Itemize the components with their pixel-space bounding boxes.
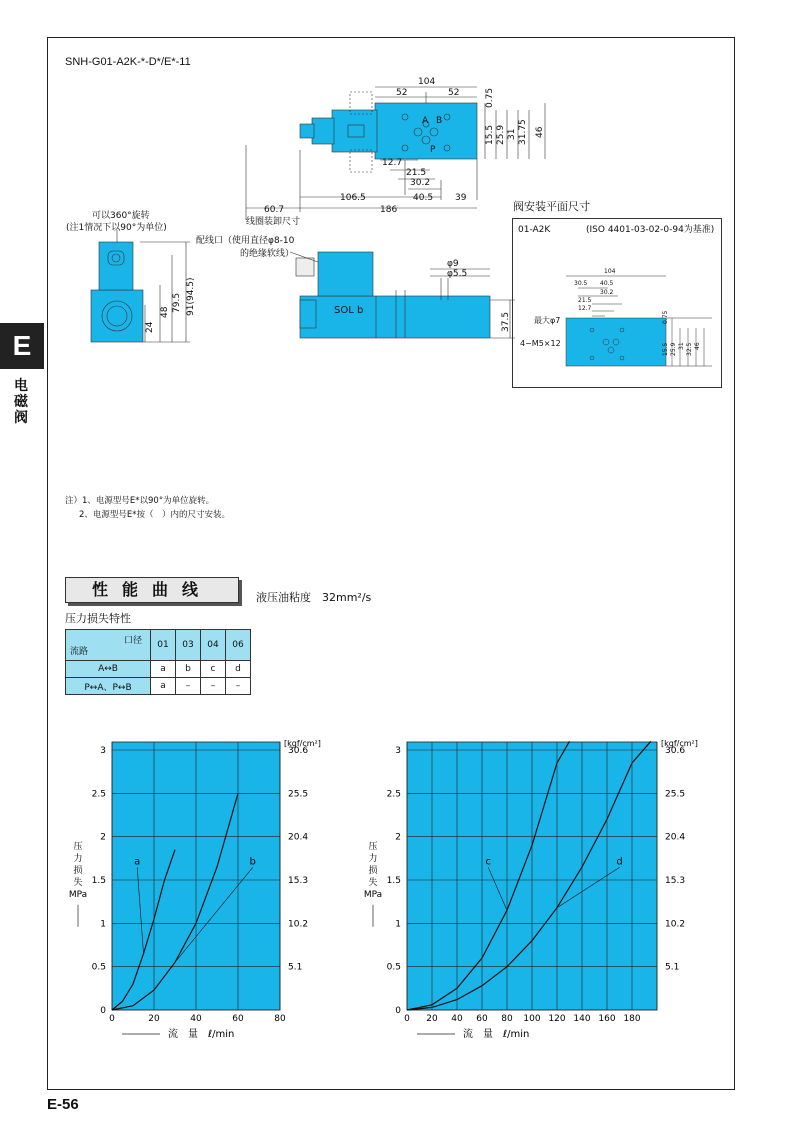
y2-tick-label: 5.1 bbox=[665, 962, 680, 973]
x-tick-label: 120 bbox=[548, 1014, 566, 1024]
table-row bbox=[66, 678, 251, 695]
table-corner-bottom: 流路 bbox=[70, 647, 89, 657]
dim-186: 186 bbox=[380, 205, 398, 215]
dim-31-75: 31.75 bbox=[518, 119, 528, 145]
y-tick-label: 2.5 bbox=[91, 789, 106, 800]
dim-79-5: 79.5 bbox=[172, 292, 182, 313]
x-tick-label: 180 bbox=[623, 1014, 641, 1024]
dim-91: 91(94.5) bbox=[186, 277, 196, 316]
y-axis-unit: MPa bbox=[363, 889, 383, 900]
x-tick-label: 80 bbox=[501, 1014, 513, 1024]
dim-25-9: 25.9 bbox=[496, 124, 506, 145]
mount-dim-15-5: 15.5 bbox=[662, 342, 669, 356]
mount-dim-104: 104 bbox=[604, 268, 616, 275]
x-tick-label: 40 bbox=[190, 1014, 202, 1024]
pressure-loss-subtitle: 压力损失特性 bbox=[65, 612, 131, 625]
y2-tick-label: 15.3 bbox=[665, 876, 686, 886]
rotate-note-1: 可以360°旋转 bbox=[92, 211, 150, 221]
series-label-a: a bbox=[134, 856, 141, 868]
col-01: 01 bbox=[151, 630, 176, 661]
page-number: E-56 bbox=[47, 1096, 79, 1113]
mount-dim-21-5: 21.5 bbox=[578, 297, 592, 304]
mount-dim-30-2: 30.2 bbox=[600, 289, 614, 296]
y-tick-label: 0 bbox=[395, 1006, 401, 1016]
x-tick-label: 160 bbox=[598, 1014, 616, 1024]
mount-code: 01-A2K bbox=[518, 225, 551, 235]
y2-tick-label: 20.4 bbox=[665, 832, 686, 843]
y-tick-label: 1 bbox=[395, 919, 401, 930]
dim-24: 24 bbox=[145, 321, 155, 333]
x-tick-label: 0 bbox=[404, 1014, 410, 1024]
y2-tick-label: 10.2 bbox=[665, 919, 686, 930]
x-tick-label: 0 bbox=[109, 1014, 115, 1024]
table-corner-top: 口径 bbox=[123, 636, 142, 646]
viscosity-note: 液压油粘度 32mm²/s bbox=[256, 591, 372, 604]
dim-31: 31 bbox=[507, 128, 517, 140]
dim-37-5: 37.5 bbox=[501, 311, 511, 332]
y-axis-label-char: 力 bbox=[368, 853, 378, 864]
dim-52a: 52 bbox=[396, 88, 408, 98]
table-corner bbox=[66, 630, 151, 661]
col-06: 06 bbox=[226, 630, 251, 661]
dim-52b: 52 bbox=[448, 88, 460, 98]
y-axis-label-char: 失 bbox=[368, 877, 378, 888]
y2-axis-label: [kgf/cm²] bbox=[284, 739, 321, 748]
y-tick-label: 1 bbox=[100, 919, 106, 930]
y2-tick-label: 20.4 bbox=[288, 832, 309, 843]
side-category-label: 电磁阀 bbox=[14, 378, 28, 426]
table-row bbox=[66, 661, 251, 678]
dim-48: 48 bbox=[160, 306, 170, 318]
wiring-note-2: 的绝缘软线） bbox=[240, 249, 295, 259]
mount-dim-0-75: 0.75 bbox=[662, 310, 669, 324]
dim-phi9: φ9 bbox=[447, 259, 459, 269]
dim-60-7: 60.7 bbox=[264, 205, 285, 215]
series-label-c: c bbox=[485, 856, 491, 868]
y-tick-label: 0.5 bbox=[386, 962, 401, 973]
col-03: 03 bbox=[176, 630, 201, 661]
sol-b-label: SOL b bbox=[334, 305, 364, 316]
pressure-loss-chart-1 bbox=[60, 732, 350, 1052]
cell: – bbox=[176, 678, 201, 695]
cell: a bbox=[151, 678, 176, 695]
dim-phi5-5: φ5.5 bbox=[447, 269, 468, 279]
y2-tick-label: 5.1 bbox=[288, 962, 303, 973]
y2-axis-label: [kgf/cm²] bbox=[661, 739, 698, 748]
y2-tick-label: 10.2 bbox=[288, 919, 309, 930]
mount-dim-40-5: 40.5 bbox=[600, 280, 614, 287]
y2-tick-label: 30.6 bbox=[288, 746, 309, 756]
mount-title: 阀安装平面尺寸 bbox=[513, 200, 590, 213]
mount-dim-12-7: 12.7 bbox=[578, 305, 592, 312]
cell: d bbox=[226, 661, 251, 678]
port-b-label: B bbox=[436, 116, 443, 126]
mount-dim-30-5: 30.5 bbox=[574, 280, 588, 287]
mount-dim-25-9: 25.9 bbox=[670, 342, 677, 356]
x-tick-label: 100 bbox=[523, 1014, 541, 1024]
section-tab: E bbox=[0, 323, 44, 369]
cell: a bbox=[151, 661, 176, 678]
x-tick-label: 80 bbox=[274, 1014, 286, 1024]
notes bbox=[65, 494, 230, 522]
dim-106-5: 106.5 bbox=[340, 193, 366, 203]
series-label-b: b bbox=[249, 856, 256, 868]
y-axis-label-char: 损 bbox=[73, 865, 83, 876]
y-tick-label: 0.5 bbox=[91, 962, 106, 973]
cell: c bbox=[201, 661, 226, 678]
y-tick-label: 2.5 bbox=[386, 789, 401, 800]
dim-104: 104 bbox=[418, 77, 436, 87]
x-tick-label: 20 bbox=[148, 1014, 160, 1024]
x-tick-label: 60 bbox=[232, 1014, 244, 1024]
cell: – bbox=[201, 678, 226, 695]
x-tick-label: 40 bbox=[451, 1014, 463, 1024]
port-a-label: A bbox=[422, 116, 429, 126]
mount-standard: (ISO 4401-03-02-0-94为基准) bbox=[586, 225, 715, 235]
y-tick-label: 1.5 bbox=[386, 876, 401, 886]
mount-screw: 4−M5×12 bbox=[520, 339, 561, 348]
y2-tick-label: 15.3 bbox=[288, 876, 309, 886]
dim-39: 39 bbox=[455, 193, 467, 203]
coil-note: 线圈装卸尺寸 bbox=[246, 217, 301, 227]
x-tick-label: 20 bbox=[426, 1014, 438, 1024]
x-tick-label: 140 bbox=[573, 1014, 591, 1024]
row-label: P↔A、P↔B bbox=[66, 678, 151, 695]
note-2: 2、电源型号E*按（ ）内的尺寸安装。 bbox=[79, 510, 231, 520]
y-tick-label: 3 bbox=[100, 746, 106, 756]
y-axis-label-char: 压 bbox=[73, 841, 83, 852]
mount-max-phi: 最大φ7 bbox=[534, 316, 561, 325]
y-axis-unit: MPa bbox=[68, 889, 88, 900]
rotate-note-2: (注1情况下以90°为单位) bbox=[66, 223, 167, 233]
port-p-label: P bbox=[430, 145, 436, 155]
y-axis-label-char: 损 bbox=[368, 865, 378, 876]
model-code: SNH-G01-A2K-*-D*/E*-11 bbox=[65, 56, 191, 68]
y2-tick-label: 25.5 bbox=[665, 789, 686, 800]
cell: b bbox=[176, 661, 201, 678]
note-1: 注）1、电源型号E*以90°为单位旋转。 bbox=[65, 496, 215, 506]
y2-tick-label: 30.6 bbox=[665, 746, 686, 756]
col-04: 04 bbox=[201, 630, 226, 661]
series-label-d: d bbox=[616, 856, 623, 868]
mount-dim-31: 31 bbox=[678, 342, 685, 350]
y-tick-label: 2 bbox=[395, 832, 401, 843]
dim-46: 46 bbox=[535, 126, 545, 138]
mount-dim-32-5: 32.5 bbox=[686, 342, 693, 356]
y-axis-label-char: 失 bbox=[73, 877, 83, 888]
x-tick-label: 60 bbox=[476, 1014, 488, 1024]
mount-dim-46: 46 bbox=[694, 342, 701, 350]
dim-30-2: 30.2 bbox=[410, 178, 431, 188]
wiring-note-1: 配线口（使用直径φ8-10 bbox=[196, 236, 295, 246]
cell: – bbox=[226, 678, 251, 695]
perf-section-title: 性能曲线 bbox=[65, 577, 239, 603]
dim-12-7: 12.7 bbox=[382, 158, 403, 168]
x-axis-label: 流 量 ℓ/min bbox=[463, 1029, 530, 1040]
dim-15-5: 15.5 bbox=[485, 124, 495, 145]
row-label: A↔B bbox=[66, 661, 151, 678]
dim-0-75: 0.75 bbox=[485, 87, 495, 108]
y-axis-label-char: 力 bbox=[73, 853, 83, 864]
y-tick-label: 0 bbox=[100, 1006, 106, 1016]
pressure-loss-table bbox=[65, 629, 251, 695]
dim-21-5: 21.5 bbox=[406, 168, 427, 178]
y-axis-label-char: 压 bbox=[368, 841, 378, 852]
y-tick-label: 1.5 bbox=[91, 876, 106, 886]
pressure-loss-chart-2 bbox=[355, 732, 725, 1052]
x-axis-label: 流 量 ℓ/min bbox=[168, 1029, 235, 1040]
y-tick-label: 2 bbox=[100, 832, 106, 843]
mount-face-drawing bbox=[512, 218, 720, 386]
y2-tick-label: 25.5 bbox=[288, 789, 309, 800]
dim-40-5: 40.5 bbox=[413, 193, 434, 203]
y-tick-label: 3 bbox=[395, 746, 401, 756]
